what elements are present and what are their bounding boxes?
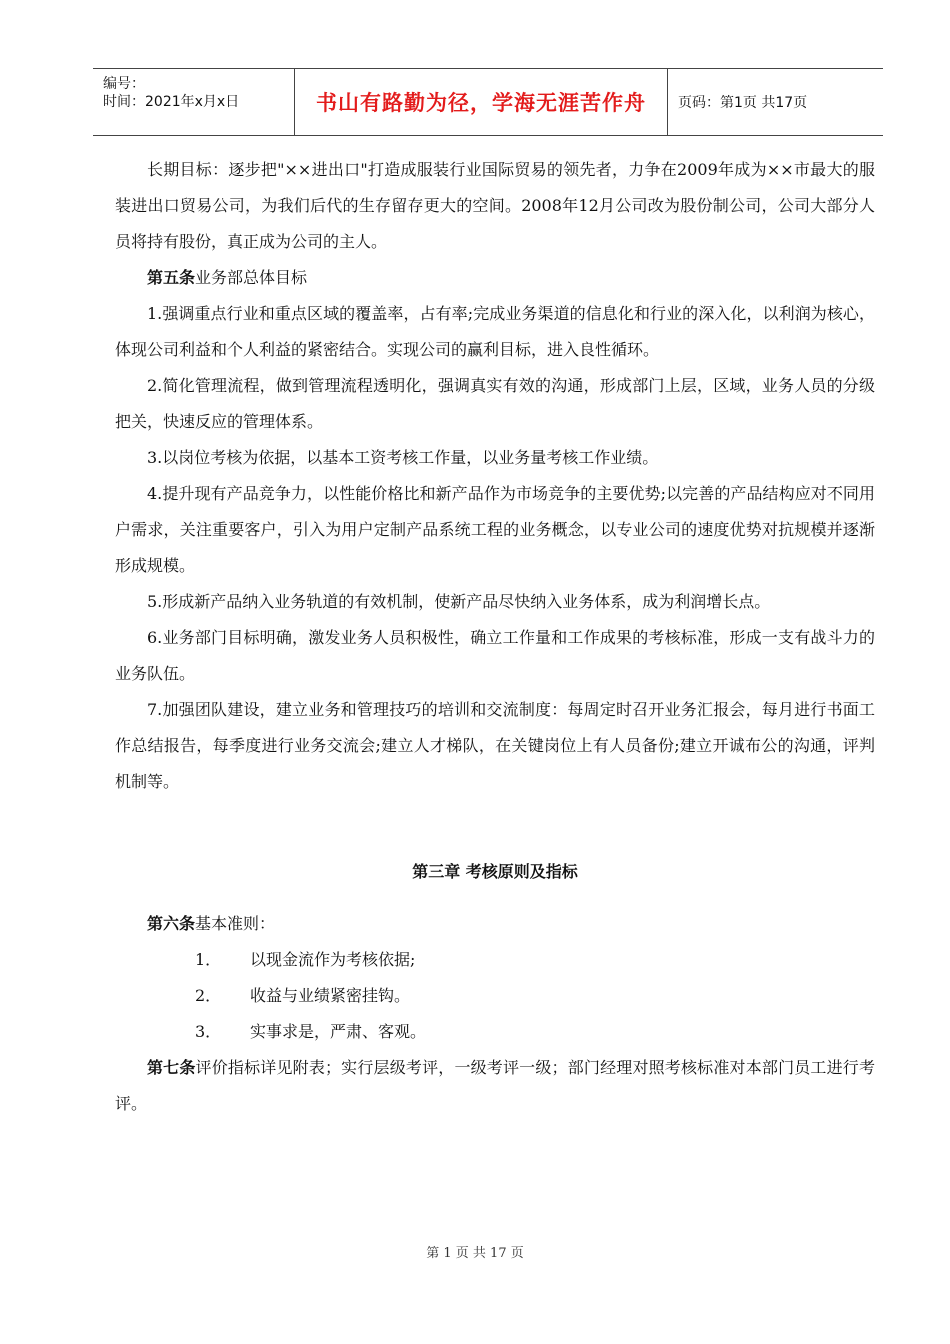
goal-item: 5.形成新产品纳入业务轨道的有效机制，使新产品尽快纳入业务体系，成为利润增长点。 (147, 592, 771, 611)
header-meta-cell (93, 69, 295, 135)
principle-number: 3． (195, 1022, 222, 1041)
principle-item (115, 942, 875, 978)
article-6-text: 基本准则： (195, 914, 276, 933)
principle-item (115, 978, 875, 1014)
header-page-info: 页码：第1页 共17页 (678, 95, 808, 111)
chapter-3-title: 第三章 考核原则及指标 (412, 862, 578, 881)
goal-item: 6.业务部门目标明确，激发业务人员积极性，确立工作量和工作成果的考核标准，形成一支有战斗力的业务队伍。 (115, 628, 875, 683)
goal-item: 2.简化管理流程，做到管理流程透明化，强调真实有效的沟通，形成部门上层，区域，业务人员的分级把关，快速反应的管理体系。 (115, 376, 875, 431)
article-7-text: 评价指标详见附表；实行层级考评，一级考评一级；部门经理对照考核标准对本部门员工进行考评。 (115, 1058, 875, 1113)
article-5-text: 业务部总体目标 (195, 268, 308, 287)
goal-item: 1.强调重点行业和重点区域的覆盖率，占有率;完成业务渠道的信息化和行业的深入化，以利润为核心，体现公司利益和个人利益的紧密结合。实现公司的赢利目标，进入良性循环。 (115, 304, 875, 359)
article-6-heading (115, 906, 875, 942)
intro-paragraph: 长期目标：逐步把"××进出口"打造成服装行业国际贸易的领先者，力争在2009年成为××市最大的服装进出口贸易公司，为我们后代的生存留存更大的空间。2008年12月公司改为股份制公司，公司大部分人员将持有股份，真正成为公司的主人。 (115, 160, 875, 251)
article-5-heading (115, 260, 875, 296)
document-body (115, 152, 875, 1122)
goal-item: 3.以岗位考核为依据，以基本工资考核工作量，以业务量考核工作业绩。 (147, 448, 659, 467)
page-footer: 第 1 页 共 17 页 (426, 1246, 524, 1261)
document-header (93, 68, 883, 136)
article-5-title: 第五条 (147, 268, 196, 287)
goal-item: 4.提升现有产品竞争力，以性能价格比和新产品作为市场竞争的主要优势;以完善的产品结构应对不同用户需求，关注重要客户，引入为用户定制产品系统工程的业务概念，以专业公司的速度优势对抗规模并逐渐形成规模。 (115, 484, 875, 575)
principle-text: 实事求是，严肃、客观。 (250, 1022, 427, 1041)
goal-item: 7.加强团队建设，建立业务和管理技巧的培训和交流制度：每周定时召开业务汇报会，每月进行书面工作总结报告，每季度进行业务交流会;建立人才梯队，在关键岗位上有人员备份;建立开诚布公的沟通，评判机制等。 (115, 700, 875, 791)
header-motto: 书山有路勤为径，学海无涯苦作舟 (295, 69, 668, 135)
article-6-title: 第六条 (147, 914, 196, 933)
article-7-paragraph (115, 1050, 875, 1122)
principle-text: 收益与业绩紧密挂钩。 (250, 986, 411, 1005)
principle-text: 以现金流作为考核依据; (250, 950, 416, 969)
principle-item (115, 1014, 875, 1050)
time-label: 时间：2021年x月x日 (103, 94, 240, 110)
principle-number: 2． (195, 986, 222, 1005)
principle-number: 1． (195, 950, 222, 969)
article-7-title: 第七条 (147, 1058, 196, 1077)
number-label: 编号： (103, 76, 145, 92)
